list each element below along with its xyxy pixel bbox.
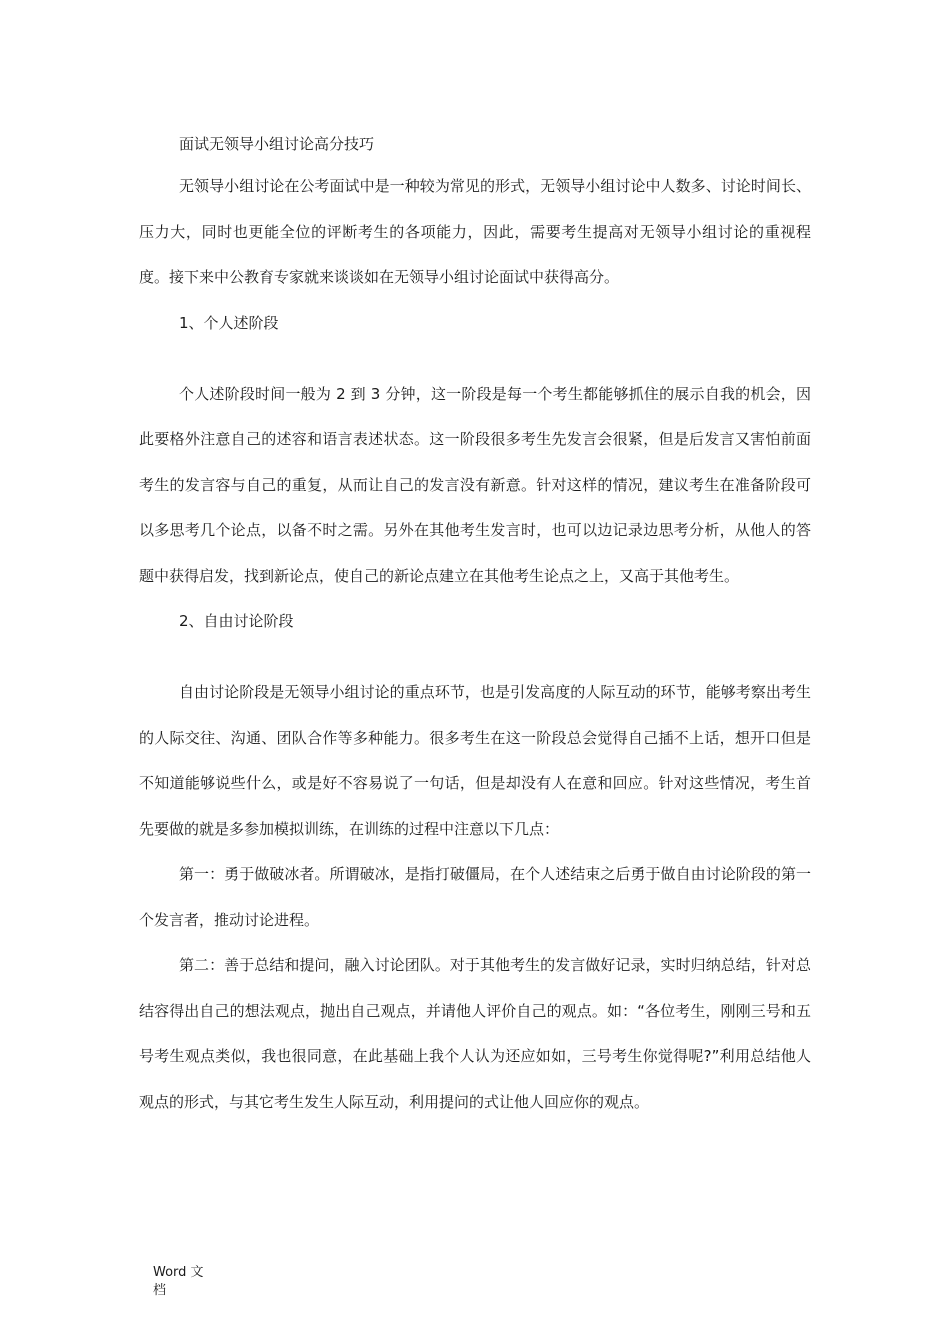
section-2-heading: 2、自由讨论阶段: [179, 612, 294, 630]
section-1-paragraph: 个人述阶段时间一般为 2 到 3 分钟，这一阶段是每一个考生都能够抓住的展示自我的机会，因此要格外注意自己的述容和语言表述状态。这一阶段很多考生先发言会很紧，但是后发言又害怕前面考生的发言容与自己的重复，从而让自己的发言没有新意。针对这样的情况，建议考生在准备阶段可以多思考几个论点，以备不时之需。另外在其他考生发言时，也可以边记录边思考分析，从他人的答题中获得启发，找到新论点，使自己的新论点建立在其他考生论点之上，又高于其他考生。: [139, 384, 811, 585]
intro-paragraph: 无领导小组讨论在公考面试中是一种较为常见的形式，无领导小组讨论中人数多、讨论时间长、压力大，同时也更能全位的评断考生的各项能力，因此，需要考生提高对无领导小组讨论的重视程度。接下来中公教育专家就来谈谈如在无领导小组讨论面试中获得高分。: [139, 177, 811, 286]
point-2-paragraph: 第二：善于总结和提问，融入讨论团队。对于其他考生的发言做好记录，实时归纳总结，针对总结容得出自己的想法观点，抛出自己观点，并请他人评价自己的观点。如：“各位考生，刚刚三号和五号考生观点类似，我也很同意，在此基础上我个人认为还应如如，三号考生你觉得呢?”利用总结他人观点的形式，与其它考生发生人际互动，利用提问的式让他人回应你的观点。: [139, 956, 811, 1111]
section-1-heading: 1、个人述阶段: [179, 313, 279, 332]
document-title: 面试无领导小组讨论高分技巧: [179, 135, 375, 153]
footer-label: Word 文档: [153, 1265, 204, 1298]
section-2-paragraph: 自由讨论阶段是无领导小组讨论的重点环节，也是引发高度的人际互动的环节，能够考察出考生的人际交往、沟通、团队合作等多种能力。很多考生在这一阶段总会觉得自己插不上话，想开口但是不知道能够说些什么，或是好不容易说了一句话，但是却没有人在意和回应。针对这些情况，考生首先要做的就是多参加模拟训练，在训练的过程中注意以下几点：: [139, 683, 811, 838]
document-body: [139, 124, 811, 1125]
spacer: [139, 346, 811, 372]
spacer: [139, 644, 811, 670]
point-1-paragraph: 第一：勇于做破冰者。所谓破冰，是指打破僵局，在个人述结束之后勇于做自由讨论阶段的第一个发言者，推动讨论进程。: [139, 865, 811, 929]
